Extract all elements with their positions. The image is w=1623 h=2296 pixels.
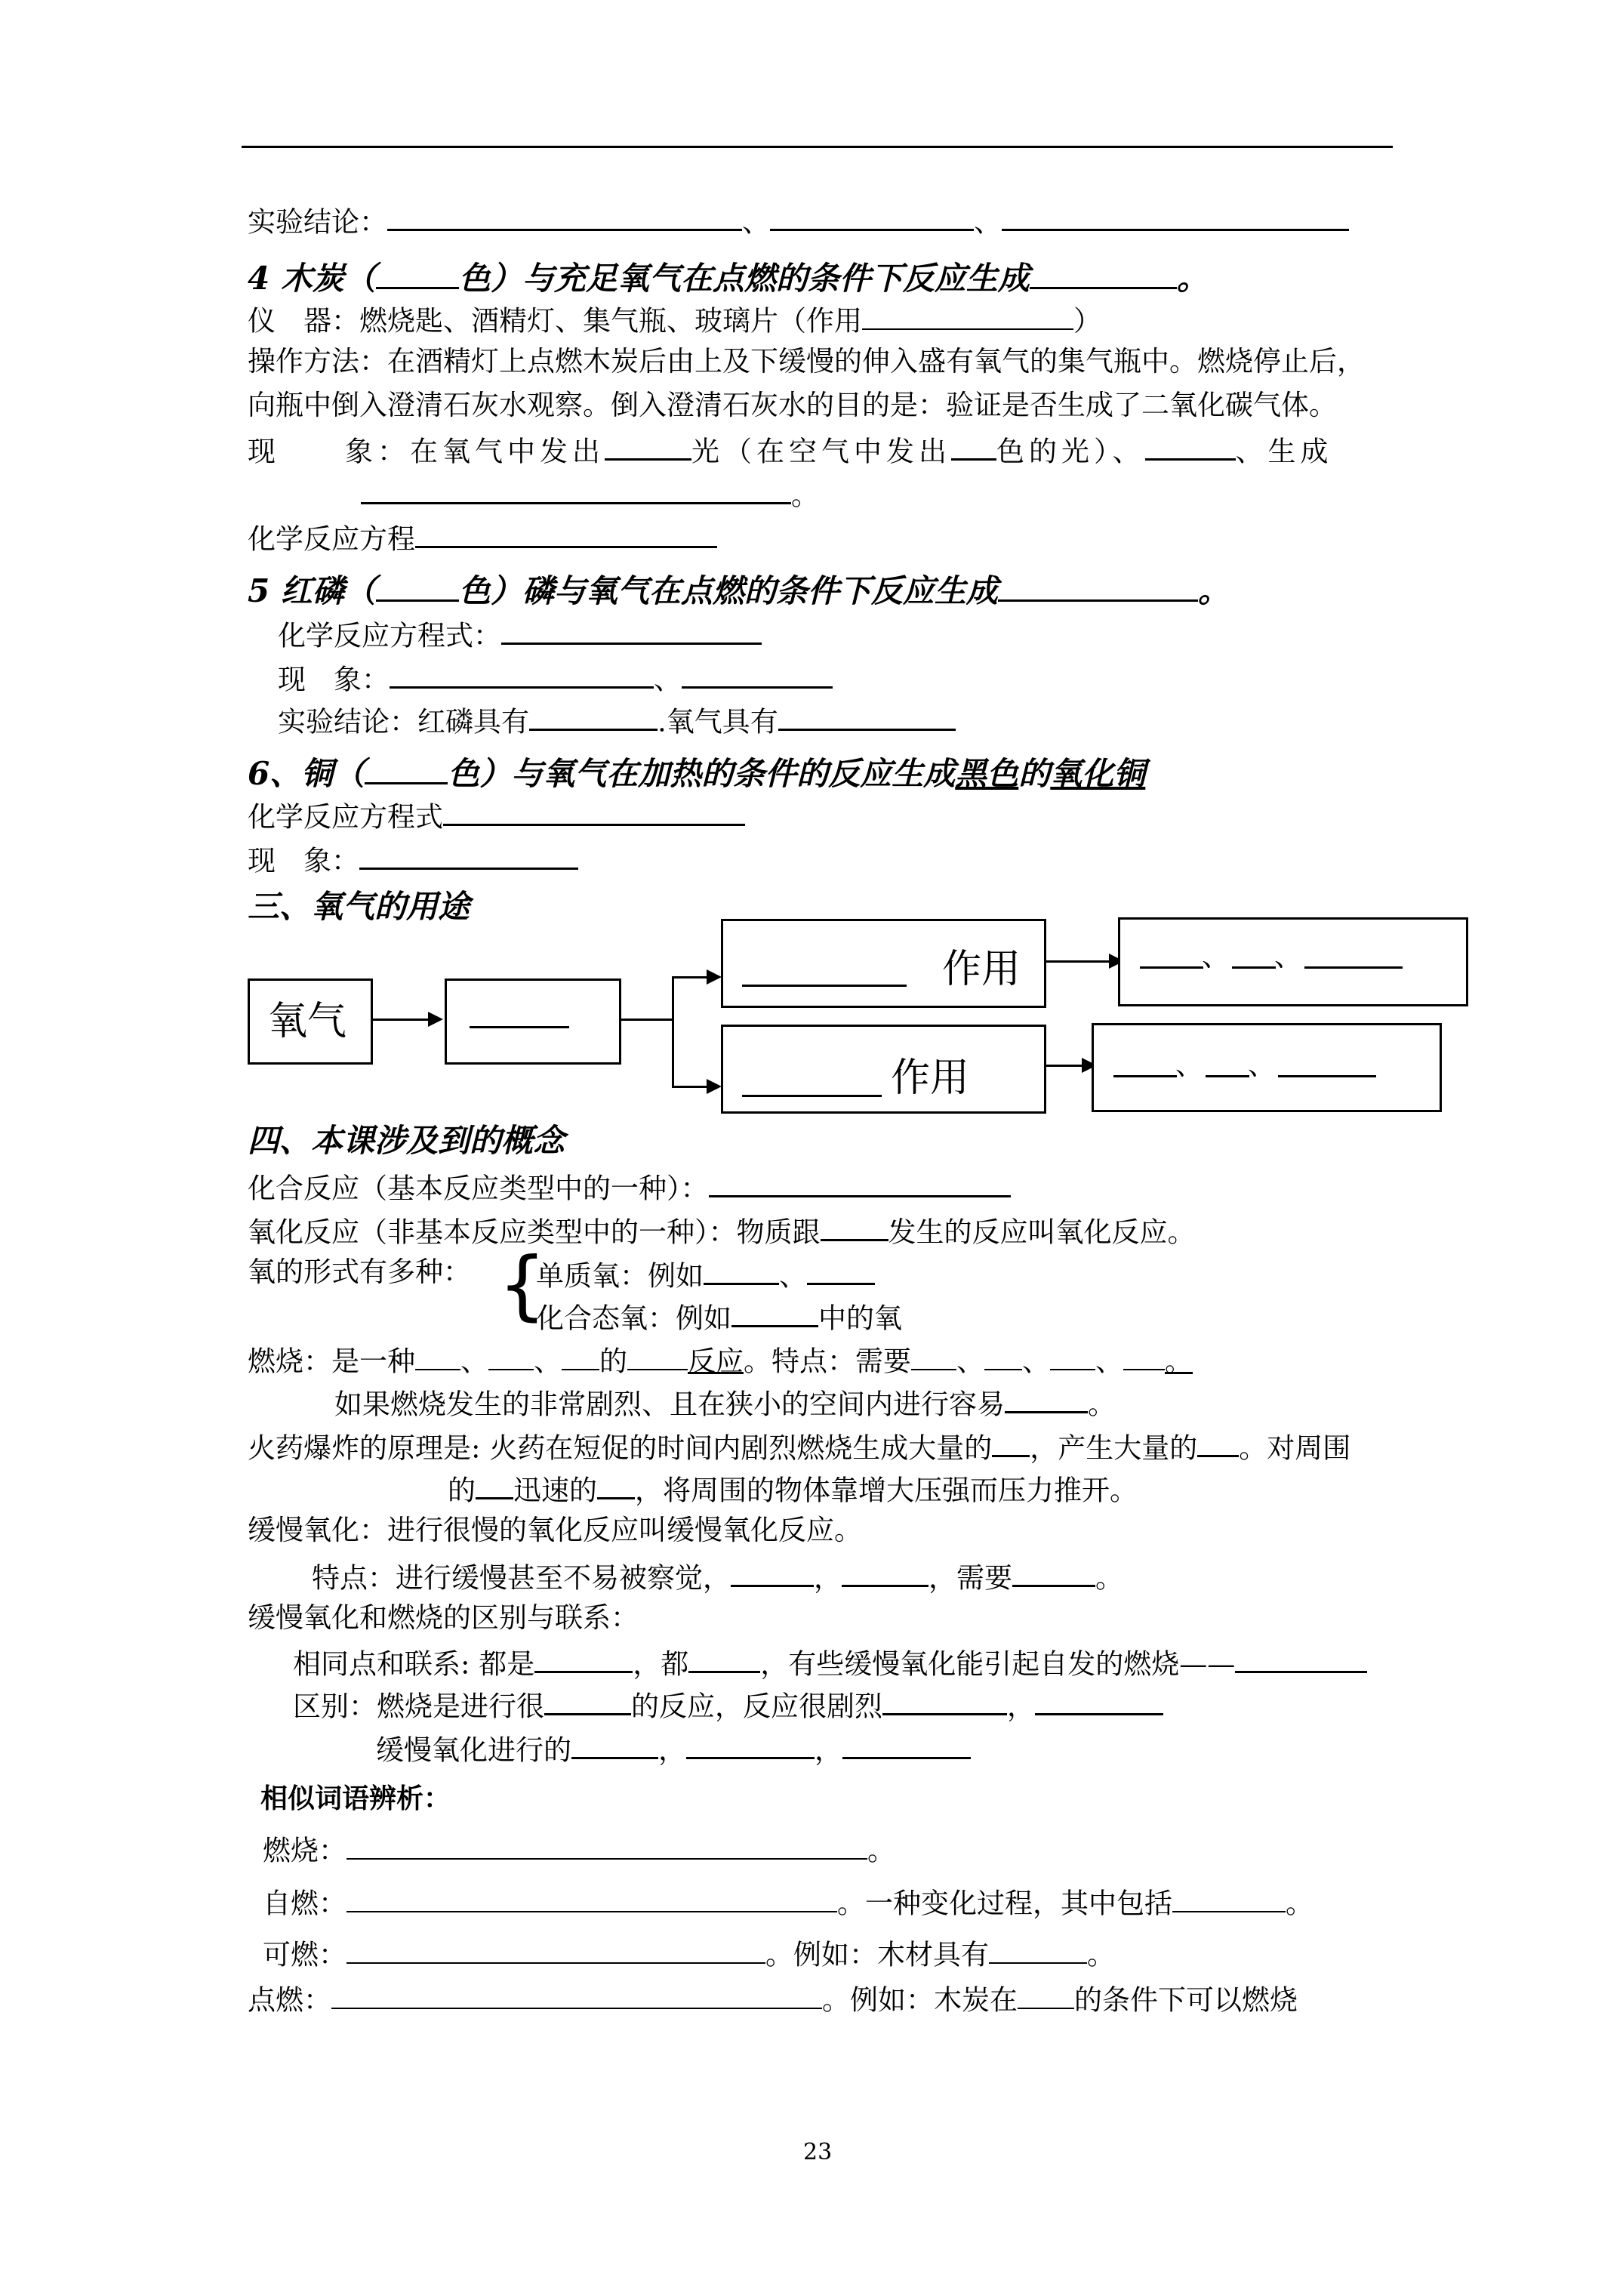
answer-blank[interactable]	[731, 1560, 814, 1587]
answer-blank[interactable]	[911, 1344, 956, 1370]
text: 氧化反应（非基本反应类型中的一种）：物质跟	[248, 1216, 821, 1249]
arrow-head	[707, 969, 722, 985]
text: 、	[1095, 1345, 1123, 1378]
header-rule	[242, 146, 1393, 148]
heading-text: 色）与氧气在加热的条件的反应生成	[448, 754, 956, 792]
text: 。	[867, 1834, 895, 1867]
answer-blank[interactable]	[1123, 1344, 1165, 1370]
answer-blank[interactable]	[882, 1688, 1007, 1715]
text: 。	[791, 479, 819, 512]
explosion-line	[334, 1386, 1116, 1421]
answer-blank[interactable]	[415, 1344, 460, 1370]
phosphorus-heading	[248, 571, 1230, 607]
text: ，	[658, 1734, 686, 1767]
text: 的	[599, 1345, 627, 1378]
answer-blank[interactable]	[346, 1886, 837, 1912]
answer-blank[interactable]	[544, 1688, 631, 1715]
answer-blank[interactable]	[1172, 1886, 1286, 1912]
text: 现 象：	[248, 844, 359, 877]
text: 的	[448, 1474, 476, 1507]
text: 特点：进行缓慢甚至不易被察觉，	[312, 1561, 731, 1595]
answer-blank[interactable]	[359, 843, 578, 870]
brace: {	[498, 1240, 547, 1329]
answer-blank[interactable]	[1232, 966, 1276, 969]
charcoal-phenomenon	[248, 433, 1333, 468]
text: 燃烧：	[263, 1834, 346, 1867]
answer-blank[interactable]	[488, 1344, 534, 1370]
heading-text: 色）与充足氧气在点燃的条件下反应生成	[458, 259, 1030, 297]
ziran-line	[263, 1886, 1313, 1920]
element-oxygen	[536, 1258, 875, 1293]
answer-blank[interactable]	[529, 704, 658, 731]
forms-label: 氧的形式有多种：	[248, 1256, 471, 1288]
section4-title: 四、本课涉及到的概念	[248, 1122, 565, 1159]
charcoal-method-1: 操作方法：在酒精灯上点燃木炭后由上及下缓慢的伸入盛有氧气的集气瓶中。燃烧停止后，	[248, 345, 1365, 378]
separator: 、	[742, 205, 770, 239]
answer-blank[interactable]	[989, 1937, 1087, 1964]
ranshao-line	[263, 1833, 895, 1867]
answer-blank[interactable]	[731, 1300, 818, 1327]
slow-oxidation-def: 缓慢氧化：进行很慢的氧化反应叫缓慢氧化反应。	[248, 1514, 862, 1546]
arrow-line	[371, 1019, 431, 1021]
answer-blank[interactable]	[742, 1095, 882, 1097]
separator: 、	[1248, 1049, 1276, 1081]
text: 中的氧	[818, 1302, 902, 1335]
separator: 、	[1274, 940, 1302, 972]
answer-blank[interactable]	[807, 1258, 875, 1285]
text: 。	[1286, 1887, 1313, 1920]
section3-title: 三、氧气的用途	[248, 888, 470, 925]
answer-blank[interactable]	[742, 985, 907, 987]
text: 、	[956, 1345, 984, 1378]
difference-title: 缓慢氧化和燃烧的区别与联系：	[248, 1601, 639, 1634]
effect-box-bottom	[721, 1025, 1046, 1114]
oxygen-box-label: 氧气	[268, 999, 347, 1044]
experiment-conclusion-label: 实验结论：	[248, 205, 387, 239]
burning-line	[248, 1344, 1193, 1378]
answer-blank[interactable]	[597, 1472, 635, 1499]
answer-blank[interactable]	[627, 1344, 688, 1370]
copper-heading	[248, 754, 1145, 790]
text: 、	[460, 1345, 488, 1378]
heading-text: 4 木炭（	[248, 259, 376, 297]
text: 。例如：木材具有	[765, 1938, 989, 1971]
answer-blank[interactable]	[365, 754, 448, 784]
text: ，都	[633, 1647, 689, 1681]
answer-blank[interactable]	[534, 1646, 633, 1673]
difference-line	[293, 1688, 1163, 1723]
text: 。	[1095, 1561, 1123, 1595]
answer-blank[interactable]	[1018, 1983, 1074, 2009]
combination-line	[248, 1170, 1011, 1205]
text: 化学反应方程式：	[278, 619, 501, 652]
text: 。	[1088, 1388, 1116, 1421]
arrow-head	[428, 1012, 443, 1027]
answer-blank[interactable]	[346, 1833, 867, 1860]
text: 发生的反应叫氧化反应。	[888, 1216, 1196, 1249]
arrow-line	[1044, 1065, 1085, 1067]
gunpowder-line-1	[248, 1430, 1351, 1465]
answer-blank[interactable]	[821, 1214, 888, 1241]
separator: 、	[974, 205, 1002, 239]
arrow-line	[672, 1086, 710, 1088]
text: 区别：燃烧是进行很	[293, 1690, 544, 1723]
answer-blank[interactable]	[387, 204, 742, 231]
phosphorus-equation	[278, 618, 762, 652]
text: 可燃：	[263, 1938, 346, 1971]
copper-equation	[248, 799, 745, 834]
answer-blank[interactable]	[1145, 433, 1236, 461]
answer-blank[interactable]	[476, 1472, 513, 1499]
answer-blank[interactable]	[688, 1646, 760, 1673]
text: 实验结论：红磷具有	[278, 705, 529, 738]
text: 迅速的	[513, 1474, 597, 1507]
text: ，	[815, 1734, 842, 1767]
answer-blank[interactable]	[1005, 1386, 1088, 1413]
answer-blank[interactable]	[1206, 1075, 1249, 1077]
text: 、	[534, 1345, 562, 1378]
answer-blank[interactable]	[1304, 966, 1403, 969]
text: 。一种变化过程，其中包括	[837, 1887, 1172, 1920]
text: 、	[779, 1259, 807, 1293]
answer-blank[interactable]	[1113, 1075, 1177, 1077]
text: 现 象：在氧气中发出	[248, 435, 605, 468]
text: 、	[1022, 1345, 1050, 1378]
separator: 、	[1202, 940, 1230, 972]
text: ）	[1073, 304, 1101, 337]
oxygen-box	[248, 978, 373, 1065]
answer-blank[interactable]	[1197, 1430, 1239, 1457]
text: 火药爆炸的原理是: 火药在短促的时间内剧烈燃烧生成大量的	[248, 1432, 993, 1465]
compound-oxygen	[536, 1300, 902, 1335]
answer-blank[interactable]	[470, 1026, 569, 1028]
slow-oxidation-features	[312, 1560, 1123, 1595]
text: 、	[654, 663, 682, 696]
heading-text: 色）磷与氧气在点燃的条件下反应生成	[458, 572, 998, 609]
example-box-bottom	[1092, 1023, 1442, 1112]
text: 自燃：	[263, 1887, 346, 1920]
text: 点燃：	[248, 1983, 331, 2017]
charcoal-phenomenon-cont	[361, 477, 819, 512]
slow-process-line	[376, 1732, 971, 1767]
heading-text: 。	[1197, 572, 1230, 609]
answer-blank[interactable]	[704, 1258, 779, 1285]
answer-blank[interactable]	[376, 571, 459, 602]
answer-blank[interactable]	[778, 704, 956, 731]
heading-text: 黑色	[955, 754, 1019, 792]
heading-text: 6、铜（	[248, 754, 365, 792]
answer-blank[interactable]	[709, 1170, 1011, 1197]
answer-blank[interactable]	[686, 1732, 815, 1759]
answer-blank[interactable]	[1050, 1344, 1095, 1370]
branch-vertical	[672, 976, 674, 1088]
text: ，产生大量的	[1030, 1432, 1198, 1465]
oxidation-line	[248, 1214, 1196, 1249]
answer-blank[interactable]	[361, 477, 791, 504]
answer-blank[interactable]	[346, 1937, 765, 1964]
page-number: 23	[803, 2139, 833, 2165]
experiment-conclusion-line	[248, 204, 1349, 239]
text: 化合态氧：例如	[536, 1302, 731, 1335]
text: 。	[1087, 1938, 1115, 1971]
text: .氧气具有	[658, 705, 778, 738]
charcoal-equation	[248, 521, 717, 556]
text: ，有些缓慢氧化能引起自发的燃烧——	[760, 1647, 1236, 1681]
answer-blank[interactable]	[443, 799, 745, 826]
answer-blank[interactable]	[1012, 1560, 1095, 1587]
charcoal-heading	[248, 258, 1209, 297]
answer-blank[interactable]	[1278, 1075, 1376, 1077]
answer-blank[interactable]	[951, 433, 996, 461]
answer-blank[interactable]	[682, 661, 833, 689]
answer-blank[interactable]	[571, 1732, 658, 1759]
arrow-line	[1044, 960, 1112, 963]
text: 缓慢氧化进行的	[376, 1734, 571, 1767]
text: 。例如：木炭在	[822, 1983, 1018, 2017]
text: 化学反应方程式	[248, 800, 443, 834]
answer-blank[interactable]	[1002, 204, 1349, 231]
heading-text: 5 红磷（	[248, 572, 376, 609]
gunpowder-line-2	[448, 1472, 1138, 1507]
heading-text: 。	[1176, 259, 1209, 297]
answer-blank[interactable]	[331, 1983, 822, 2009]
effect-box-top	[721, 919, 1046, 1008]
effect-label: 作用	[891, 1056, 970, 1101]
text: ，	[814, 1561, 842, 1595]
answer-blank[interactable]	[390, 661, 654, 689]
answer-blank[interactable]	[984, 1344, 1022, 1370]
same-line	[293, 1646, 1367, 1681]
charcoal-method-2: 向瓶中倒入澄清石灰水观察。倒入澄清石灰水的目的是：验证是否生成了二氧化碳气体。	[248, 389, 1337, 421]
text: 化合反应（基本反应类型中的一种）：	[248, 1172, 709, 1205]
arrow-head	[707, 1079, 722, 1094]
answer-blank[interactable]	[842, 1560, 929, 1587]
answer-blank[interactable]	[998, 571, 1198, 602]
text: 的反应，反应很剧烈	[631, 1690, 882, 1723]
answer-blank[interactable]	[376, 258, 459, 289]
separator: 、	[1175, 1049, 1203, 1081]
answer-blank[interactable]	[1030, 258, 1177, 289]
text: 的条件下可以燃烧	[1074, 1983, 1298, 2017]
text: 如果燃烧发生的非常剧烈、且在狭小的空间内进行容易	[334, 1388, 1005, 1421]
text: 化学反应方程	[248, 522, 415, 556]
text: 现 象：	[278, 663, 390, 696]
answer-blank[interactable]	[992, 1430, 1030, 1457]
answer-blank[interactable]	[562, 1344, 599, 1370]
answer-blank[interactable]	[842, 1732, 971, 1759]
phosphorus-phenomenon	[278, 661, 833, 696]
answer-blank[interactable]	[1235, 1646, 1367, 1673]
example-box-top	[1118, 917, 1468, 1006]
text: 光（在空气中发出	[691, 435, 951, 468]
text: 相同点和联系: 都是	[293, 1647, 535, 1681]
answer-blank[interactable]	[501, 618, 762, 645]
keran-line	[263, 1937, 1115, 1971]
arrow-line	[672, 976, 710, 978]
text: 反应	[688, 1345, 744, 1378]
similar-words-title: 相似词语辨析：	[260, 1783, 451, 1814]
text: 、生成	[1235, 435, 1333, 468]
heading-text: 氧化铜	[1050, 754, 1146, 792]
effect-label: 作用	[942, 947, 1021, 992]
text: 。对周围	[1239, 1432, 1351, 1465]
answer-blank[interactable]	[605, 433, 691, 461]
answer-blank[interactable]	[1140, 966, 1203, 969]
text: ，将周围的物体靠增大压强而压力推开。	[635, 1474, 1138, 1507]
branch-line	[619, 1019, 673, 1021]
charcoal-apparatus	[248, 304, 1101, 337]
text: 燃烧：是一种	[248, 1345, 415, 1378]
heading-text: 的	[1018, 754, 1051, 792]
text: 仪 器：燃烧匙、酒精灯、集气瓶、玻璃片（作用	[248, 304, 862, 337]
dianran-line	[248, 1983, 1298, 2017]
use-box	[445, 978, 621, 1065]
text: ，需要	[929, 1561, 1012, 1595]
text: ，	[1007, 1690, 1035, 1723]
answer-blank[interactable]	[770, 204, 974, 231]
text: 单质氧：例如	[536, 1259, 704, 1293]
answer-blank[interactable]	[1035, 1688, 1163, 1715]
text: 色的光）、	[996, 435, 1145, 468]
text: 。	[1165, 1345, 1193, 1378]
answer-blank[interactable]	[415, 521, 717, 548]
answer-blank[interactable]	[862, 304, 1073, 330]
copper-phenomenon	[248, 843, 578, 877]
text: 。特点：需要	[744, 1345, 911, 1378]
phosphorus-conclusion	[278, 704, 956, 738]
